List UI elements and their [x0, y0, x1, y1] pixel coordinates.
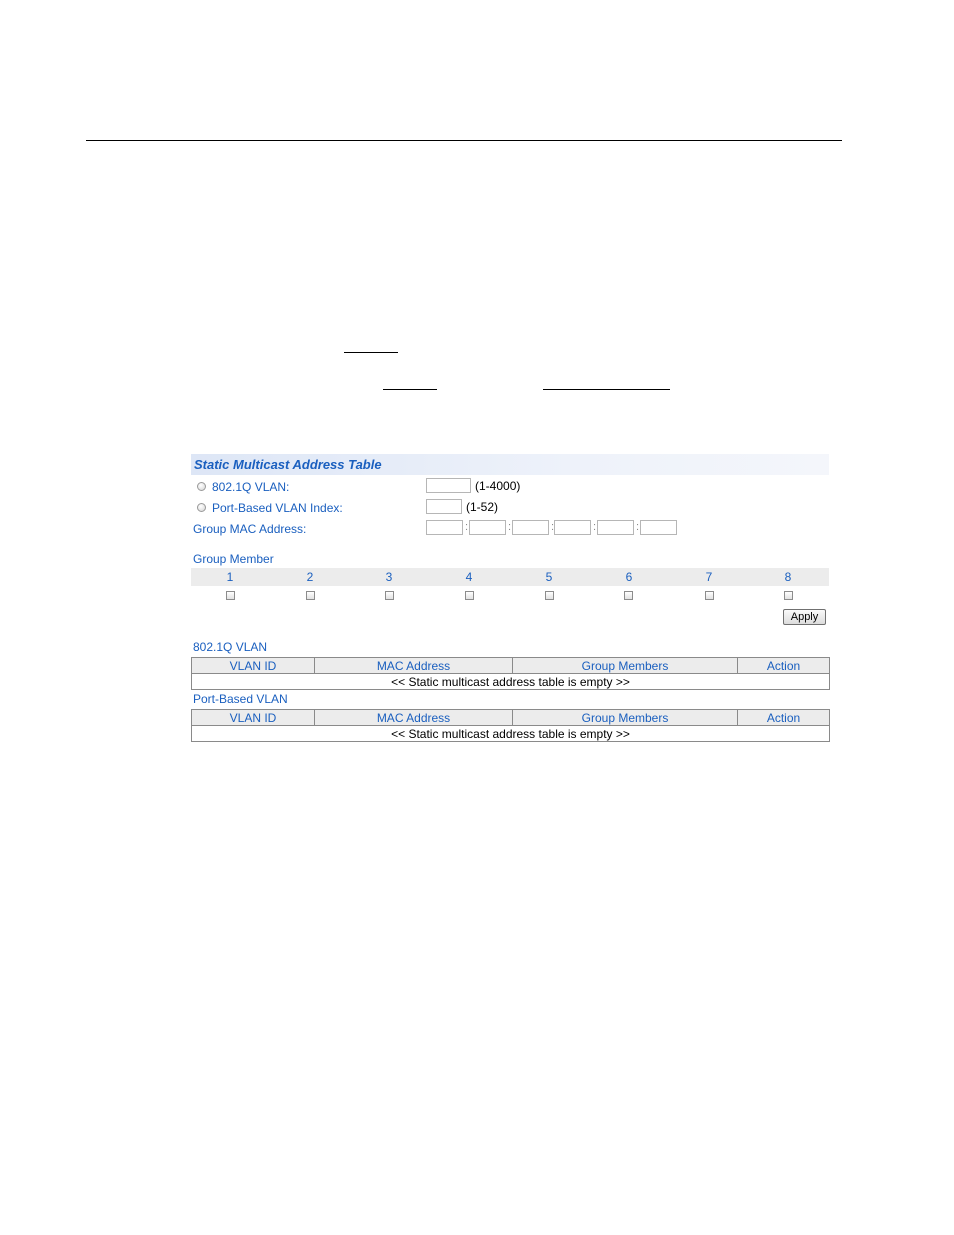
col-mac-address: MAC Address	[315, 710, 513, 726]
col-action: Action	[738, 658, 830, 674]
panel-title: Static Multicast Address Table	[194, 457, 382, 472]
col-group-members: Group Members	[513, 658, 738, 674]
col-action: Action	[738, 710, 830, 726]
page-header-rule	[86, 140, 842, 141]
mac-octet-6-input[interactable]	[640, 520, 677, 535]
mac-octet-2-input[interactable]	[469, 520, 506, 535]
table-8021q-heading: 802.1Q VLAN	[193, 640, 268, 654]
mac-separator: :	[593, 521, 597, 533]
vlan-8021q-radio[interactable]	[197, 482, 206, 491]
col-mac-address: MAC Address	[315, 658, 513, 674]
mac-octet-5-input[interactable]	[597, 520, 634, 535]
member-port-3: 3	[385, 570, 393, 584]
member-port-8: 8	[784, 570, 792, 584]
vlan-8021q-label: 802.1Q VLAN:	[212, 480, 290, 494]
apply-button[interactable]: Apply	[783, 609, 826, 625]
mac-separator: :	[508, 521, 512, 533]
member-port-5: 5	[545, 570, 553, 584]
underline-1	[344, 352, 398, 353]
static-multicast-panel	[191, 454, 829, 744]
port-vlan-input[interactable]	[426, 499, 462, 514]
underline-3	[543, 389, 670, 390]
vlan-8021q-range: (1-4000)	[475, 479, 521, 493]
mac-separator: :	[636, 521, 640, 533]
member-checkbox-2[interactable]	[306, 591, 315, 600]
port-vlan-range: (1-52)	[466, 500, 499, 514]
member-checkbox-5[interactable]	[545, 591, 554, 600]
table-port-based	[191, 709, 830, 742]
empty-message: << Static multicast address table is empty >>	[192, 726, 830, 742]
member-port-2: 2	[306, 570, 314, 584]
member-checkbox-6[interactable]	[624, 591, 633, 600]
mac-octet-3-input[interactable]	[512, 520, 549, 535]
col-vlan-id: VLAN ID	[192, 710, 315, 726]
empty-message: << Static multicast address table is empty >>	[192, 674, 830, 690]
col-group-members: Group Members	[513, 710, 738, 726]
member-checkbox-1[interactable]	[226, 591, 235, 600]
table-port-heading: Port-Based VLAN	[193, 692, 288, 706]
underline-2	[383, 389, 437, 390]
member-checkbox-8[interactable]	[784, 591, 793, 600]
member-port-6: 6	[625, 570, 633, 584]
group-member-label: Group Member	[193, 552, 274, 566]
panel-title-bar	[191, 454, 829, 475]
member-checkbox-3[interactable]	[385, 591, 394, 600]
member-port-4: 4	[465, 570, 473, 584]
mac-octet-4-input[interactable]	[554, 520, 591, 535]
port-vlan-radio[interactable]	[197, 503, 206, 512]
mac-separator: :	[551, 521, 555, 533]
col-vlan-id: VLAN ID	[192, 658, 315, 674]
mac-label: Group MAC Address:	[193, 522, 307, 536]
member-checkbox-7[interactable]	[705, 591, 714, 600]
member-port-1: 1	[226, 570, 234, 584]
group-member-header	[191, 568, 829, 586]
member-port-7: 7	[705, 570, 713, 584]
table-8021q	[191, 657, 830, 690]
mac-octet-1-input[interactable]	[426, 520, 463, 535]
mac-separator: :	[465, 521, 469, 533]
vlan-8021q-input[interactable]	[426, 478, 471, 493]
member-checkbox-4[interactable]	[465, 591, 474, 600]
port-vlan-label: Port-Based VLAN Index:	[212, 501, 343, 515]
